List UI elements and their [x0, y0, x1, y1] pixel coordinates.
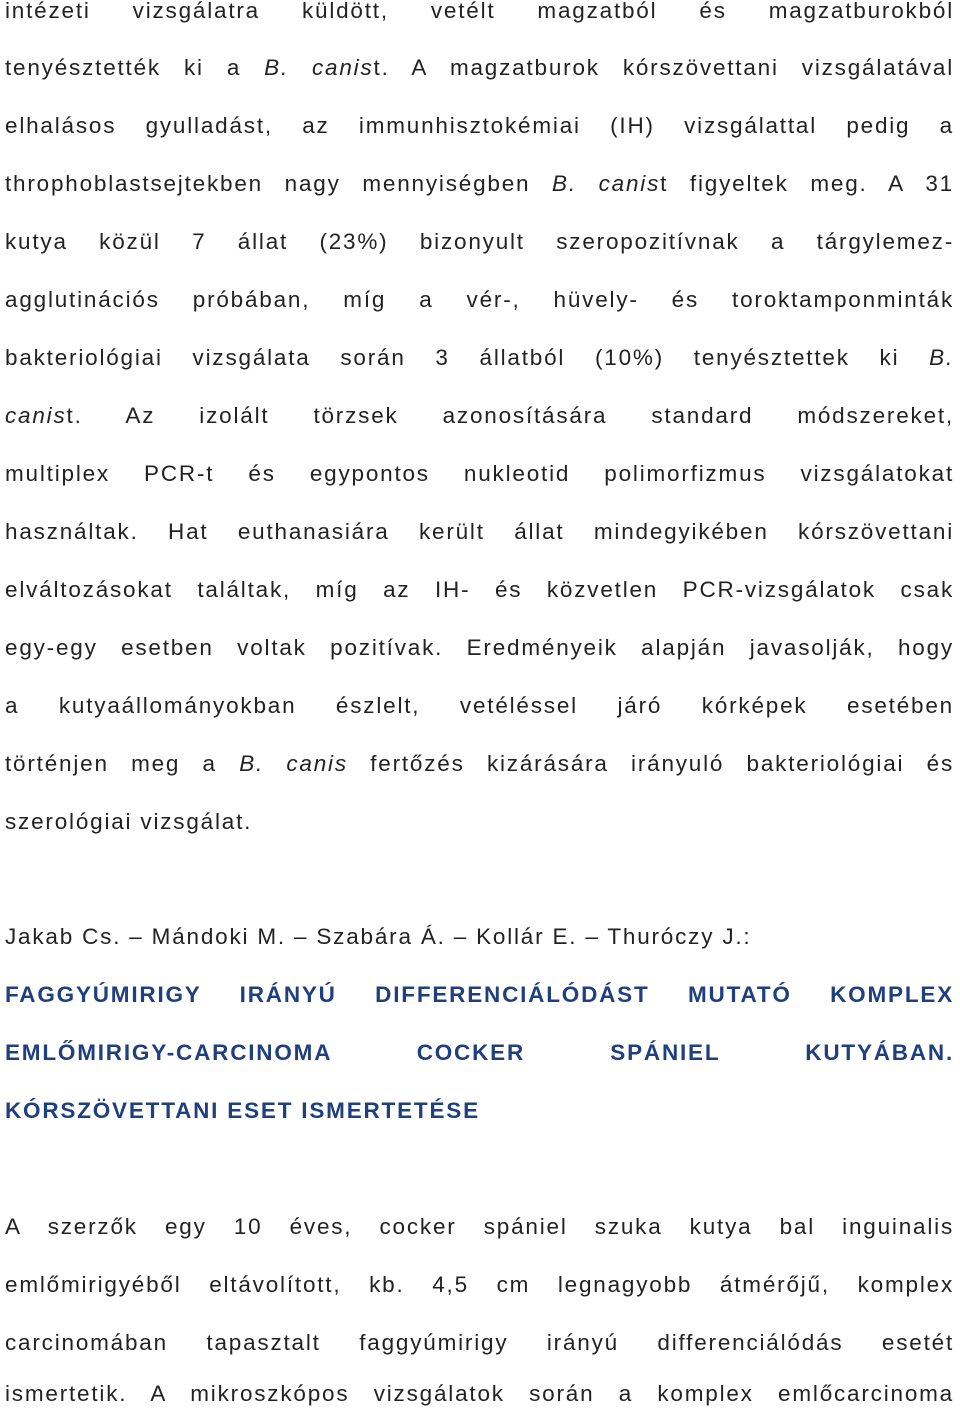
- article-title-line: FAGGYÚMIRIGY IRÁNYÚ DIFFERENCIÁLÓDÁST MUTATÓ KOMPLEX: [5, 982, 954, 1007]
- article-title-line: KÓRSZÖVETTANI ESET ISMERTETÉSE: [5, 1098, 480, 1123]
- paragraph-line: szerológiai vizsgálat.: [5, 809, 253, 834]
- paragraph-line: történjen meg a B. canis fertőzés kizárására irányuló bakteriológiai és: [5, 751, 954, 776]
- paragraph-line: emlőmirigyéből eltávolított, kb. 4,5 cm legnagyobb átmérőjű, komplex: [5, 1272, 954, 1297]
- paragraph-line: ismertetik. A mikroszkópos vizsgálatok során a komplex emlőcarcinoma: [5, 1381, 954, 1406]
- paragraph-line: carcinomában tapasztalt faggyúmirigy irányú differenciálódás esetét: [5, 1330, 954, 1355]
- article-title-line: EMLŐMIRIGY-CARCINOMA COCKER SPÁNIEL KUTYÁBAN.: [5, 1040, 954, 1065]
- paragraph-line: kutya közül 7 állat (23%) bizonyult szeropozitívnak a tárgylemez-: [5, 229, 954, 254]
- paragraph-line: A szerzők egy 10 éves, cocker spániel szuka kutya bal inguinalis: [5, 1214, 954, 1239]
- article-authors: Jakab Cs. – Mándoki M. – Szabára Á. – Kollár E. – Thuróczy J.:: [5, 924, 752, 949]
- paragraph-line: multiplex PCR-t és egypontos nukleotid polimorfizmus vizsgálatokat: [5, 461, 954, 486]
- paragraph-line: canist. Az izolált törzsek azonosítására standard módszereket,: [5, 403, 954, 428]
- paragraph-line: elhalásos gyulladást, az immunhisztokémiai (IH) vizsgálattal pedig a: [5, 113, 954, 138]
- paragraph-line: agglutinációs próbában, míg a vér-, hüvely- és toroktamponminták: [5, 287, 954, 312]
- paragraph-line: tenyésztették ki a B. canist. A magzatburok kórszövettani vizsgálatával: [5, 55, 954, 80]
- paragraph-line: egy-egy esetben voltak pozitívak. Eredményeik alapján javasolják, hogy: [5, 635, 954, 660]
- paragraph-line: használtak. Hat euthanasiára került állat mindegyikében kórszövettani: [5, 519, 954, 544]
- paragraph-line: bakteriológiai vizsgálata során 3 állatból (10%) tenyésztettek ki B.: [5, 345, 954, 370]
- paragraph-line: elváltozásokat találtak, míg az IH- és közvetlen PCR-vizsgálatok csak: [5, 577, 954, 602]
- paragraph-line: a kutyaállományokban észlelt, vetéléssel járó kórképek esetében: [5, 693, 954, 718]
- paragraph-line: throphoblastsejtekben nagy mennyiségben B. canist figyeltek meg. A 31: [5, 171, 954, 196]
- paragraph-line: intézeti vizsgálatra küldött, vetélt magzatból és magzatburokból: [5, 0, 954, 23]
